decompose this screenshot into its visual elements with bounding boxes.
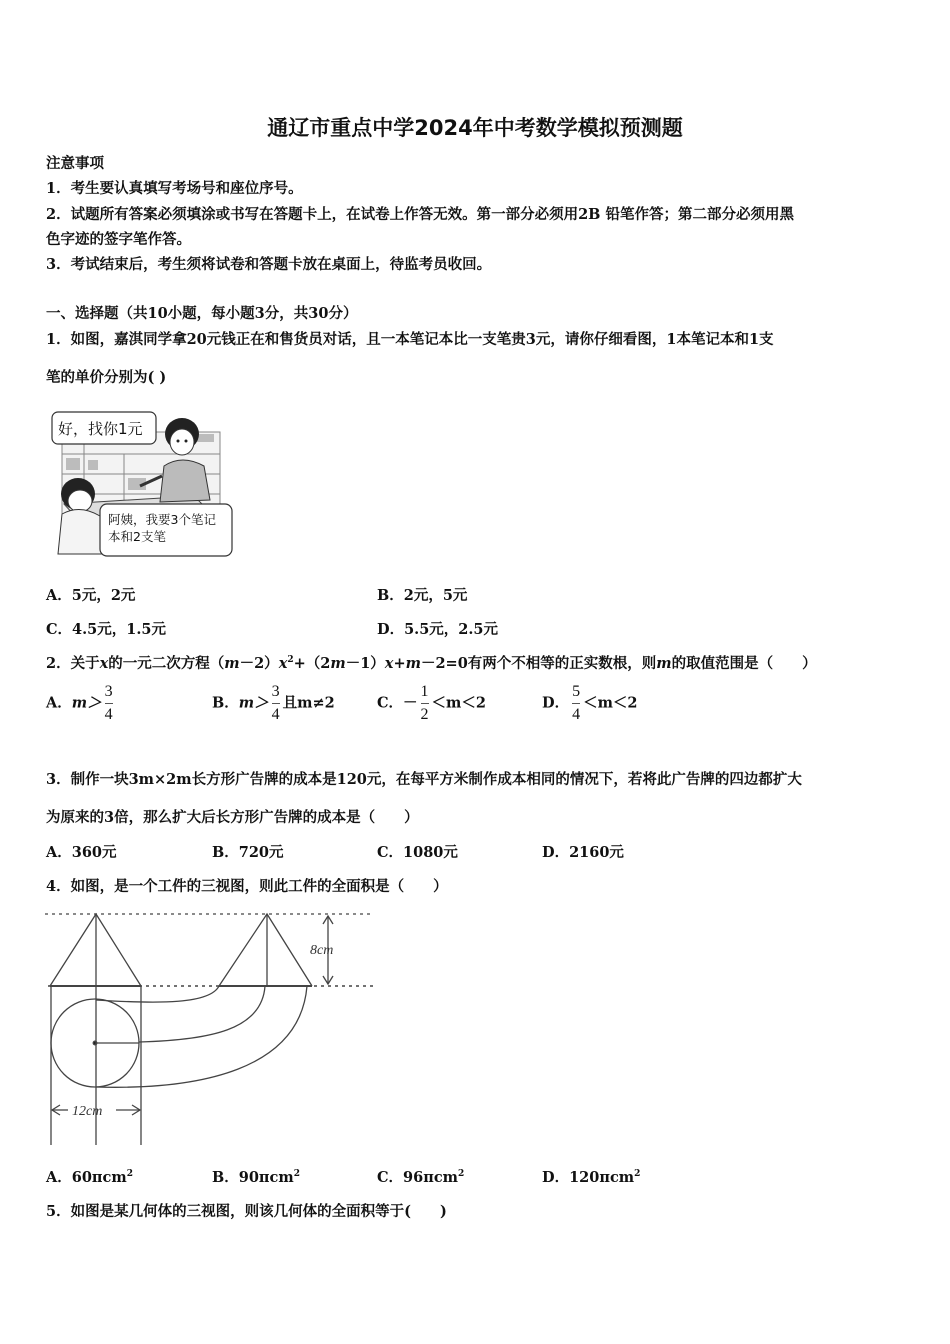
q2-text: 的取值范围是（ ）	[671, 655, 817, 672]
q2-stem	[46, 652, 817, 673]
q4-option-b: B．90πcm$^2$	[212, 1169, 300, 1186]
three-view-drawing-icon	[40, 900, 390, 1150]
q2-option-d: D． $\frac{5}{4}$ ＜m＜2	[542, 683, 638, 723]
q3-option-d: D．2160元	[542, 844, 624, 861]
bubble-top-text: 好，找你1元	[58, 420, 143, 438]
q1-line-2: 笔的单价分别为( )	[46, 369, 167, 386]
width-label: 12cm	[72, 1104, 103, 1119]
q2-option-b: B．m＞ $\frac{3}{4}$ 且m≠2	[212, 683, 335, 723]
notice-item-3: 3．考试结束后，考生须将试卷和答题卡放在桌面上，待监考员收回。	[46, 256, 492, 273]
q1-option-b: B．2元，5元	[377, 587, 468, 604]
notice-heading: 注意事项	[46, 155, 104, 172]
var-m: m	[330, 655, 346, 672]
var-m: m	[405, 655, 421, 672]
q3-line-1: 3．制作一块3m×2m长方形广告牌的成本是120元，在每平方米制作成本相同的情况下，若将此广告牌的四边都扩大	[46, 771, 802, 788]
section-heading: 一、选择题（共10小题，每小题3分，共30分）	[46, 305, 358, 322]
fraction: $\frac{3}{4}$	[271, 683, 280, 723]
q2-text: +（2	[293, 655, 331, 672]
exponent: 2	[287, 655, 294, 666]
page-title: 通辽市重点中学2024年中考数学模拟预测题	[267, 116, 683, 140]
q3-option-b: B．720元	[212, 844, 284, 861]
var-x: x	[278, 655, 288, 672]
var-x: x	[99, 655, 109, 672]
q4-option-c: C．96πcm$^2$	[377, 1169, 465, 1186]
q4-option-a: A．60πcm$^2$	[46, 1169, 133, 1186]
shop-scene-icon	[44, 404, 240, 562]
q3-option-a: A．360元	[46, 844, 117, 861]
var-x: x	[384, 655, 394, 672]
q1-option-c: C．4.5元，1.5元	[46, 621, 166, 638]
q1-option-d: D．5.5元，2.5元	[377, 621, 499, 638]
bubble-bottom-line2: 本和2支笔	[108, 529, 166, 544]
height-label: 8cm	[310, 943, 334, 958]
q2-text: －2）	[239, 655, 279, 672]
notice-item-1: 1．考生要认真填写考场号和座位序号。	[46, 180, 303, 197]
var-m: m	[656, 655, 672, 672]
q2-text: 2．关于	[46, 655, 100, 672]
q1-line-1: 1．如图，嘉淇同学拿20元钱正在和售货员对话，且一本笔记本比一支笔贵3元，请你仔细看图，1本笔记本和1支	[46, 331, 774, 348]
q2-option-a: A．m＞ $\frac{3}{4}$	[46, 683, 113, 723]
q2-option-c: C．－ $\frac{1}{2}$ ＜m＜2	[377, 683, 486, 723]
bubble-bottom-line1: 阿姨，我要3个笔记	[108, 512, 216, 527]
var-m: m	[224, 655, 240, 672]
fraction: $\frac{5}{4}$	[572, 683, 581, 723]
notice-item-2-cont: 色字迹的签字笔作答。	[46, 231, 191, 248]
q2-text: +	[393, 655, 406, 672]
q3-option-c: C．1080元	[377, 844, 458, 861]
fraction: $\frac{3}{4}$	[104, 683, 113, 723]
q3-line-2: 为原来的3倍，那么扩大后长方形广告牌的成本是（ ）	[46, 809, 419, 826]
q4-line-1: 4．如图，是一个工件的三视图，则此工件的全面积是（ ）	[46, 878, 448, 895]
q4-option-d: D．120πcm$^2$	[542, 1169, 641, 1186]
q4-three-view-figure	[40, 900, 390, 1150]
notice-item-2: 2．试题所有答案必须填涂或书写在答题卡上，在试卷上作答无效。第一部分必须用2B 铅笔作答；第二部分必须用黑	[46, 206, 794, 223]
q5-line-1: 5．如图是某几何体的三视图，则该几何体的全面积等于( )	[46, 1203, 447, 1220]
fraction: $\frac{1}{2}$	[420, 683, 429, 723]
q2-text: 的一元二次方程（	[108, 655, 225, 672]
q1-option-a: A．5元，2元	[46, 587, 136, 604]
q2-text: －2=0有两个不相等的正实数根，则	[420, 655, 657, 672]
q2-text: －1）	[345, 655, 385, 672]
q1-illustration	[44, 404, 240, 562]
